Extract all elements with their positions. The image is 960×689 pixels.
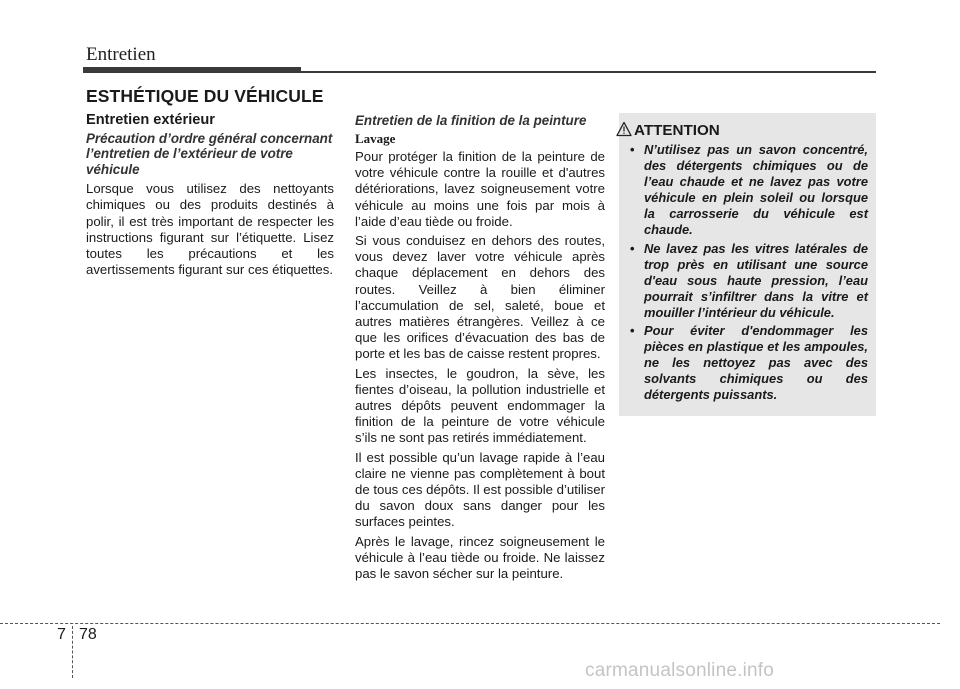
page-number: 78: [79, 626, 97, 643]
page-header-title: Entretien: [86, 44, 156, 65]
paragraph: Si vous conduisez en dehors des routes, vous devez laver votre véhicule après chaque déplacement en dehors des routes. Veillez à bien éliminer l’accumulation de sel, saleté, boue et autres matières étrangères. Veillez à ce que les orifices d’évacuation des bas de porte et les bas de caisse restent propres.: [355, 233, 605, 362]
warning-item-text: Pour éviter d'endommager les pièces en plastique et les ampoules, ne les nettoyez pas avec des solvants chimiques ou des détergents puissants.: [644, 323, 868, 403]
footer-dashed-rule: [0, 623, 940, 624]
warning-item-text: Ne lavez pas les vitres latérales de trop près en utilisant une source d'eau sous haute pression, l’eau pourrait s’infiltrer dans la vitre et mouiller l’intérieur du véhicule.: [644, 240, 868, 320]
washing-subheading: Lavage: [355, 131, 396, 146]
chapter-number: 7: [57, 626, 66, 643]
warning-header: [616, 121, 796, 141]
paragraph: Il est possible qu’un lavage rapide à l’eau claire ne vienne pas complètement à bout de tous ces dépôts. Il est possible d’utiliser du savon doux sans danger pour les surfaces peintes.: [355, 449, 605, 530]
header-rule-thick: [83, 67, 301, 73]
column-left: [86, 112, 334, 281]
bullet-icon: •: [630, 142, 635, 157]
paint-finish-heading: Entretien de la finition de la peinture: [355, 113, 587, 128]
paragraph: Après le lavage, rincez soigneusement le véhicule à l’eau tiède ou froide. Ne laissez pas le savon sécher sur la peinture.: [355, 533, 605, 582]
paragraph: Les insectes, le goudron, la sève, les fientes d’oiseau, la pollution industrielle et autres dépôts peuvent endommager la finition de la peinture de votre véhicule s’ils ne sont pas retirés immédiatement.: [355, 365, 605, 446]
warning-item-text: N’utilisez pas un savon concentré, des détergents chimiques ou de l’eau chaude et ne lavez pas votre véhicule en plein soleil ou lorsque la carrosserie du véhicule est chaude.: [644, 142, 868, 238]
warning-item: [628, 142, 868, 239]
exterior-heading: Entretien extérieur: [86, 112, 215, 128]
watermark: carmanualsonline.info: [585, 660, 775, 681]
section-title: ESTHÉTIQUE DU VÉHICULE: [86, 86, 324, 106]
warning-title: ATTENTION: [634, 122, 720, 139]
warning-item: [628, 241, 868, 321]
header-rule-thin: [301, 71, 876, 73]
general-precaution-subheading: Précaution d’ordre général concernant l’entretien de l’extérieur de votre véhicule: [86, 131, 333, 177]
precaution-paragraph: Lorsque vous utilisez des nettoyants chimiques ou des produits destinés à polir, il est très important de respecter les instructions figurant sur l’étiquette. Lisez toutes les précautions et les avertissements figurant sur ces étiquettes.: [86, 181, 334, 278]
bullet-icon: •: [630, 323, 635, 339]
footer-divider: [72, 626, 73, 678]
warning-list: [628, 142, 868, 406]
paragraph: Pour protéger la finition de la peinture de votre véhicule contre la rouille et d'autres détériorations, lavez soigneusement votre véhicule au moins une fois par mois à l’aide d’eau tiède ou froide.: [355, 149, 605, 229]
warning-triangle-icon: [616, 121, 632, 137]
bullet-icon: •: [630, 240, 635, 256]
warning-item: [628, 323, 868, 403]
column-middle: [355, 112, 605, 585]
